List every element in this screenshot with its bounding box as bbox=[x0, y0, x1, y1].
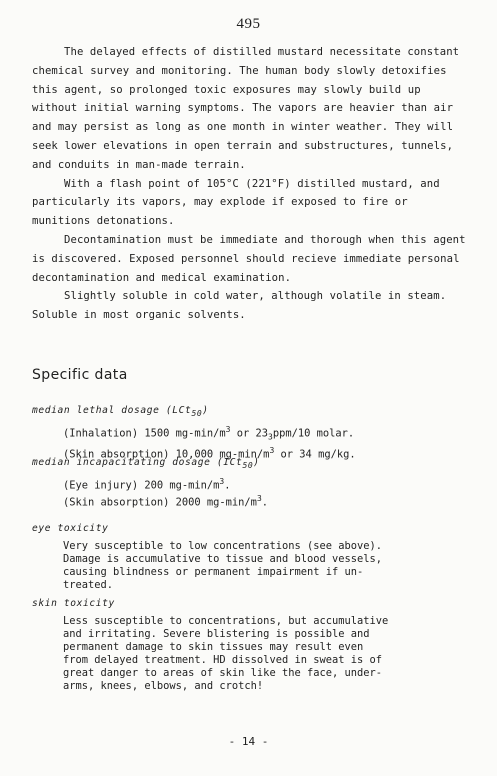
lethal-dosage-label: median lethal dosage bbox=[32, 405, 160, 416]
body-text bbox=[32, 43, 472, 325]
incap-dosage-values bbox=[63, 475, 473, 510]
incap-dosage-label: median incapacitating dosage bbox=[32, 457, 211, 468]
skin-line: arms, knees, elbows, and crotch! bbox=[63, 680, 264, 692]
eye-line: causing blindness or permanent impairment if un- bbox=[63, 566, 364, 578]
paragraph-flash-point: With a flash point of 105°C (221°F) distilled mustard, and particularly its vapors, may explode if exposed to fire or munitions detonations. bbox=[32, 177, 440, 228]
incap-skin-line: (Skin absorption) 2000 $mg-\min/m^3$. bbox=[63, 494, 269, 509]
lethal-skin-line: (Skin absorption) 10,000 $mg-\min/m^3$ or 34 mg/kg. bbox=[63, 445, 356, 461]
incap-dosage-sub: 50 bbox=[242, 460, 254, 470]
skin-toxicity-heading: skin toxicity bbox=[32, 598, 115, 609]
lethal-dosage-heading: median lethal dosage (LCt$_{50}$) bbox=[32, 405, 209, 418]
incap-eye-line: (Eye injury) 200 $mg-\min/m^3$. bbox=[63, 477, 231, 492]
lethal-inhalation-line: (Inhalation) 1500 $mg-\min/m^3$ or $23_3ppm/10$ molar. bbox=[63, 425, 355, 442]
skin-line: permanent damage to skin tissues may result even bbox=[63, 641, 364, 653]
page-number-bottom: - 14 - bbox=[228, 735, 269, 748]
lethal-dosage-values bbox=[63, 423, 473, 461]
eye-toxicity-heading: eye toxicity bbox=[32, 523, 109, 534]
paragraph-decontamination: Decontamination must be immediate and thorough when this agent is discovered. Exposed personnel should recieve immediate personal decontamination and medical examination. bbox=[32, 233, 466, 284]
eye-toxicity-text bbox=[63, 540, 473, 592]
incap-dosage-abbr: ICt bbox=[223, 457, 243, 468]
eye-line: treated. bbox=[63, 579, 114, 591]
eye-line: Damage is accumulative to tissue and blood vessels, bbox=[63, 553, 383, 565]
lethal-dosage-abbr: LCt bbox=[172, 405, 192, 416]
skin-toxicity-text bbox=[63, 615, 473, 693]
incap-dosage-heading: median incapacitating dosage (ICt$_{50}$) bbox=[32, 457, 260, 470]
skin-line: and irritating. Severe blistering is possible and bbox=[63, 628, 370, 640]
skin-line: Less susceptible to concentrations, but accumulative bbox=[63, 615, 389, 627]
skin-line: great danger to areas of skin like the face, under- bbox=[63, 667, 383, 679]
paragraph-solubility: Slightly soluble in cold water, although volatile in steam. Soluble in most organic solvents. bbox=[32, 290, 447, 322]
page-number-top: 495 bbox=[236, 16, 261, 32]
section-title: Specific data bbox=[32, 367, 128, 383]
paragraph-delayed-effects: The delayed effects of distilled mustard necessitate constant chemical survey and monitoring. The human body slowly detoxifies this agent, so prolonged toxic exposures may slowly build up without initial warning symptoms. The vapors are heavier than air and may persist as long as one month in winter weather. They will seek lower elevations in open terrain and substructures, tunnels, and conduits in man-made terrain. bbox=[32, 46, 460, 171]
eye-line: Very susceptible to low concentrations (see above). bbox=[63, 540, 383, 552]
lethal-dosage-sub: 50 bbox=[191, 408, 203, 418]
skin-line: from delayed treatment. HD dissolved in sweat is of bbox=[63, 654, 383, 666]
